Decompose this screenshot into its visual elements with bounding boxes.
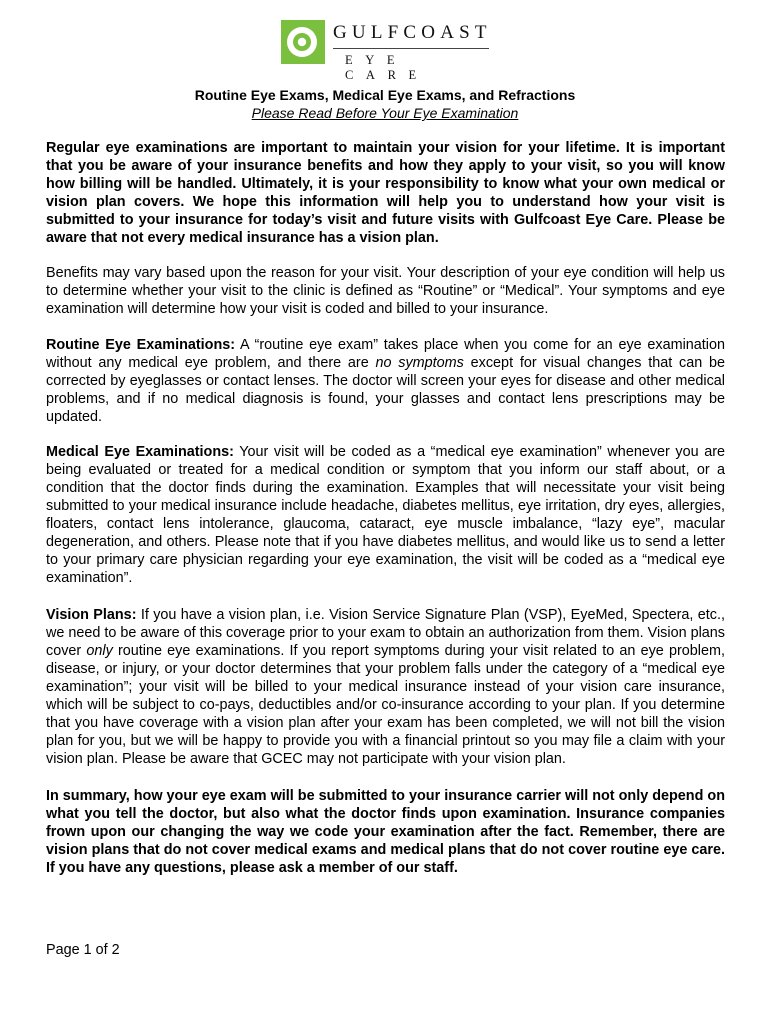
vision-plans-text: If you have a vision plan, i.e. Vision Service Signature Plan (VSP), EyeMed, Spectera, etc., we need to be aware of this coverage prior to your exam to obtain an authorization from them. Vision plans cover (46, 607, 725, 659)
page-number: Page 1 of 2 (46, 942, 120, 958)
medical-exam-paragraph (46, 443, 725, 587)
vision-plans-emphasis: only (86, 643, 113, 659)
logo-name: GULFCOAST (333, 22, 492, 43)
routine-exam-heading: Routine Eye Examinations: (46, 337, 236, 353)
document-title: Routine Eye Exams, Medical Eye Exams, and Refractions (194, 87, 576, 103)
vision-plans-paragraph (46, 606, 725, 768)
medical-exam-text: Your visit will be coded as a “medical eye examination” whenever you are being evaluated or treated for a medical condition or symptom that you inform our staff about, or a condition that the doctor finds during the examination. Examples that will necessitate your visit being submitted to your medical insurance include headache, diabetes mellitus, eye irritation, dry eyes, allergies, floaters, contact lens intolerance, glaucoma, cataract, eye muscle imbalance, “lazy eye”, macular degeneration, and others. Please note that if you have diabetes mellitus, and would like us to send a letter to your primary care physician regarding your eye examination, the visit will be coded as a “medical eye examination”. (46, 444, 725, 586)
routine-exam-text: A “routine eye exam” takes place when you come for an eye examination without any medical eye problem, and there are (46, 337, 725, 371)
eye-logo-icon (281, 20, 325, 64)
benefits-paragraph: Benefits may vary based upon the reason for your visit. Your description of your eye condition will help us to determine whether your visit to the clinic is defined as “Routine” or “Medical”. Your symptoms and eye examination will determine how your visit is coded and billed to your insurance. (46, 265, 725, 317)
document-subtitle: Please Read Before Your Eye Examination (251, 105, 519, 121)
medical-exam-heading: Medical Eye Examinations: (46, 444, 234, 460)
summary-paragraph: In summary, how your eye exam will be submitted to your insurance carrier will not only depend on what you tell the doctor, but also what the doctor finds upon examination. Insurance companies frown upon our changing the way we code your examination after the fact. Remember, there are vision plans that do not cover medical exams and medical plans that do not cover routine eye care. If you have any questions, please ask a member of our staff. (46, 788, 725, 876)
routine-exam-text-cont: except for visual changes that can be corrected by eyeglasses or contact lenses. The doctor will screen your eyes for disease and other medical problems, and if no medical diagnosis is found, your glasses and contact lens prescriptions may be updated. (46, 355, 726, 425)
gulfcoast-logo (281, 18, 492, 82)
vision-plans-text-cont: routine eye examinations. If you report symptoms during your visit related to an eye problem, disease, or injury, or your doctor determines that your problem falls under the category of a “medical eye examination”; your visit will be billed to your medical insurance instead of your vision care insurance, which will be subject to co-pays, deductibles and/or co-insurance according to your plan. If you determine that you have coverage with a vision plan after your exam has been completed, we will not bill the vision plan for you, but we will be happy to provide you with a financial printout so you may file a claim with your vision plan. Please be aware that GCEC may not participate with your vision plan. (46, 643, 725, 767)
logo-divider (333, 48, 489, 49)
vision-plans-heading: Vision Plans: (46, 607, 137, 623)
intro-paragraph: Regular eye examinations are important to maintain your vision for your lifetime. It is important that you be aware of your insurance benefits and how they apply to your visit, so you will know how billing will be handled. Ultimately, it is your responsibility to know what your own medical or vision plan covers. We hope this information will help you to understand how your visit is submitted to your insurance for today’s visit and future visits with Gulfcoast Eye Care. Please be aware that not every medical insurance has a vision plan. (46, 140, 725, 246)
routine-exam-paragraph (46, 336, 725, 426)
title-block (0, 86, 770, 122)
logo-tagline: EYE CARE (345, 53, 429, 82)
document-body (46, 139, 725, 877)
routine-exam-emphasis: no symptoms (375, 355, 464, 371)
